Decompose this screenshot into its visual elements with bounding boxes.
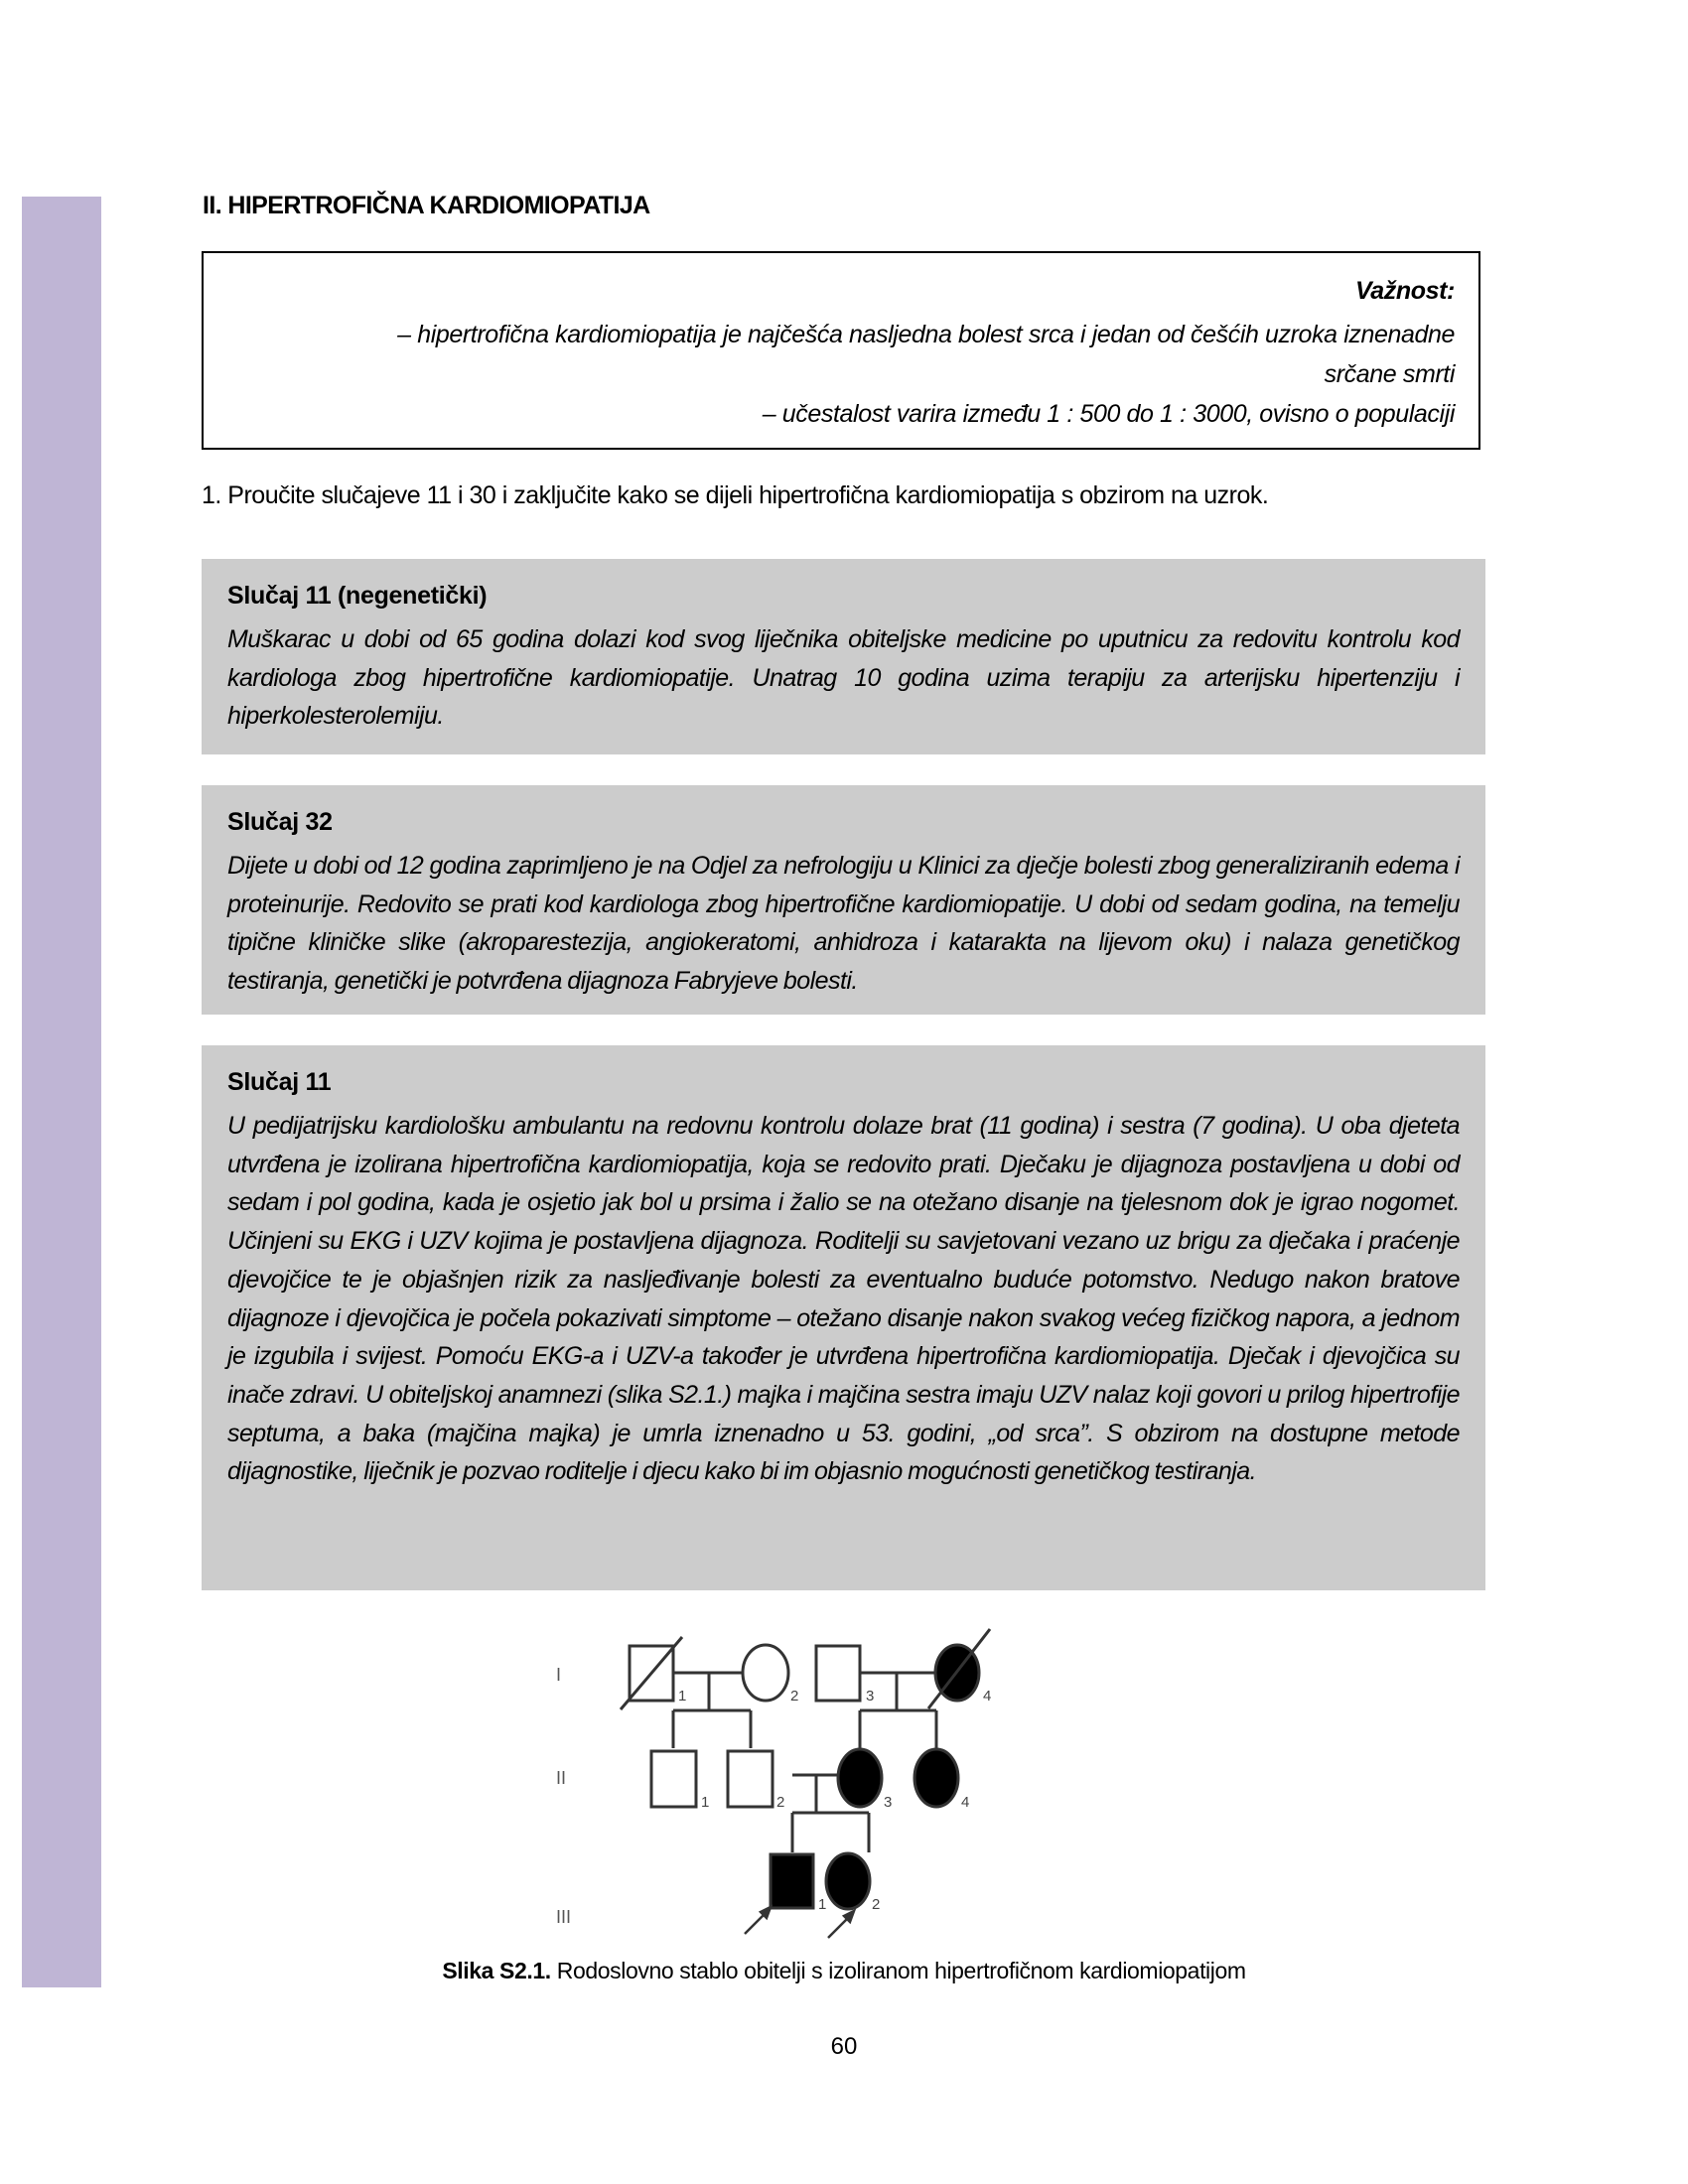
importance-box — [202, 251, 1480, 450]
case-body: Muškarac u dobi od 65 godina dolazi kod svog liječnika obiteljske medicine po uputnicu za redovitu kontrolu kod kardiologa zbog hipertrofične kardiomiopatije. Unatrag 10 godina uzima terapiju za arterijsku hipertenziju i hiperkolesterolemiju. — [227, 625, 1460, 731]
individual-number: 2 — [872, 1896, 881, 1913]
importance-line: srčane smrti — [1324, 360, 1455, 388]
importance-line: – hipertrofična kardiomiopatija je najčešća nasljedna bolest srca i jedan od češćih uzroka iznenadne — [397, 321, 1455, 348]
case-body: U pedijatrijsku kardiološku ambulantu na redovnu kontrolu dolaze brat (11 godina) i sestra (7 godina). U oba djeteta utvrđena je izolirana hipertrofična kardiomiopatija, koja se redovito prati. Dječaku je dijagnoza postavljena u dobi od sedam i pol godina, kada je osjetio jak bol u prsima i žalio se na otežano disanje na tjelesnom dok je igrao nogomet. Učinjeni su EKG i UZV kojima je postavljena dijagnoza. Roditelji su savjetovani vezano uz brigu za dječaka i praćenje djevojčice te je objašnjen rizik za nasljeđivanje bolesti za eventualno buduće potomstvo. Nedugo nakon bratove dijagnoze i djevojčica je počela pokazivati simptome – otežano disanje nakon svakog većeg fizičkog napora, a jednom je izgubila i svijest. Pomoću EKG-a i UZV-a također je utvrđena hipertrofična kardiomiopatija. Dječak i djevojčica su inače zdravi. U obiteljskoj anamnezi (slika S2.1.) majka i majčina sestra imaju UZV nalaz koji govori u prilog hipertrofije septuma, a baka (majčina majka) je umrla iznenadno u 53. godini, „od srca”. S obzirom na dostupne metode dijagnostike, liječnik je pozvao roditelje i djecu kako bi im objasnio mogućnosti genetičkog testiranja. — [227, 1112, 1460, 1486]
individual-number: 1 — [818, 1896, 827, 1913]
individual-number: 1 — [701, 1794, 710, 1811]
importance-line: – učestalost varira između 1 : 500 do 1 : 3000, ovisno o populaciji — [762, 400, 1455, 428]
figure-caption — [0, 1958, 1688, 1984]
individual-number: 3 — [884, 1794, 893, 1811]
section-title: II. HIPERTROFIČNA KARDIOMIOPATIJA — [203, 192, 650, 219]
page-number: 60 — [830, 2033, 858, 2060]
individual-II-2-male — [728, 1751, 773, 1807]
individual-III-1-male-affected — [771, 1854, 813, 1908]
individual-II-4-female-affected — [914, 1749, 958, 1807]
figure-caption-text: Rodoslovno stablo obitelji s izoliranom hipertrofičnom kardiomiopatijom — [550, 1958, 1246, 1983]
case-box-11-nongenetic — [202, 559, 1485, 754]
individual-III-2-female-affected — [826, 1853, 870, 1909]
case-heading: Slučaj 32 — [227, 808, 333, 836]
generation-label: I — [556, 1665, 562, 1685]
pedigree-chart — [536, 1603, 1152, 1946]
proband-arrow-icon — [828, 1917, 849, 1938]
case-heading: Slučaj 11 — [227, 1068, 332, 1096]
case-box-11 — [202, 1045, 1485, 1590]
proband-arrow-icon — [745, 1913, 766, 1934]
individual-number: 2 — [776, 1794, 785, 1811]
individual-number: 4 — [983, 1688, 992, 1705]
individual-number: 4 — [961, 1794, 970, 1811]
generation-label: II — [556, 1768, 567, 1788]
individual-number: 2 — [790, 1688, 799, 1705]
importance-heading: Važnost: — [1354, 277, 1455, 305]
figure-caption-label: Slika S2.1. — [442, 1958, 551, 1983]
generation-label: III — [556, 1907, 572, 1927]
individual-number: 1 — [678, 1688, 687, 1705]
case-box-32 — [202, 785, 1485, 1015]
individual-number: 3 — [866, 1688, 875, 1705]
individual-I-2-female — [743, 1645, 788, 1701]
case-body: Dijete u dobi od 12 godina zaprimljeno je na Odjel za nefrologiju u Klinici za dječje bolesti zbog generaliziranih edema i proteinurije. Redovito se prati kod kardiologa zbog hipertrofične kardiomiopatije. U dobi od sedam godina, na temelju tipične kliničke slike (akroparestezija, angiokeratomi, anhidroza i katarakta na lijevom oku) i nalaza genetičkog testiranja, genetički je potvrđena dijagnoza Fabryjeve bolesti. — [227, 852, 1460, 996]
sidebar-color-band — [22, 197, 101, 1987]
individual-II-1-male — [651, 1751, 696, 1807]
individual-II-3-female-affected — [838, 1749, 882, 1807]
pedigree-figure — [536, 1603, 1152, 1946]
individual-I-3-male — [816, 1646, 860, 1701]
question-1: 1. Proučite slučajeve 11 i 30 i zaključite kako se dijeli hipertrofična kardiomiopatija s obzirom na uzrok. — [202, 481, 1269, 509]
case-heading: Slučaj 11 (negenetički) — [227, 582, 488, 610]
